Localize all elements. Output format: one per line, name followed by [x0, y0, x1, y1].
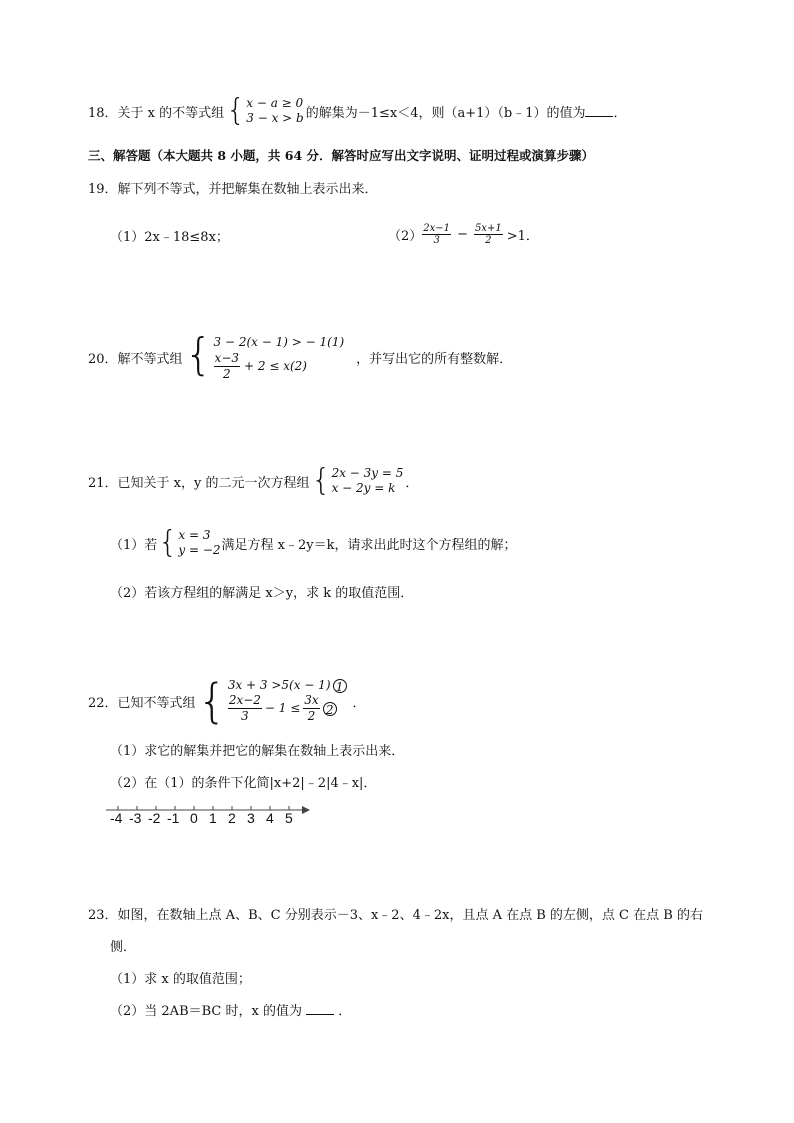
number-line-arrow: [302, 806, 310, 814]
q19-frac2-denominator: 2: [485, 234, 492, 246]
number-line-tick-label: 1: [209, 810, 217, 826]
q19-minus: −: [457, 226, 468, 242]
q21-part1-line1: x = 3: [178, 528, 211, 542]
number-line-tick-label: 0: [190, 810, 198, 826]
number-line-tick-label: -4: [110, 810, 123, 826]
q22-frac1-denominator: 3: [241, 709, 249, 723]
number-line-tick-label: 2: [228, 810, 236, 826]
q18-end: ．: [613, 105, 627, 121]
q18-number: 18．: [88, 105, 118, 121]
q23-part2-suffix: ．: [338, 1004, 352, 1019]
q21-prefix: 21．已知关于 x，y 的二元一次方程组: [88, 475, 310, 491]
q19-frac1-denominator: 3: [433, 234, 440, 246]
q20-frac-denominator: 2: [222, 366, 231, 381]
number-line: [104, 800, 314, 830]
q19-fraction-1: [422, 223, 451, 246]
q19-part2-label: （2）: [388, 228, 423, 244]
q22-part1: （1）求它的解集并把它的解集在数轴上表示出来．: [110, 744, 405, 759]
number-line-tick-label: 3: [247, 810, 255, 826]
q21-suffix: ．: [405, 475, 419, 491]
number-line-tick-label: -1: [167, 810, 180, 826]
q18-line1: x − a ≥ 0: [246, 96, 304, 110]
number-line-tick-label: -2: [148, 810, 161, 826]
q20-suffix: ，并写出它的所有整数解．: [356, 351, 513, 367]
q20-line1: 3 − 2(x − 1) > − 1(1): [213, 334, 345, 349]
q18-line2: 3 − x > b: [246, 111, 304, 125]
q22-system: { 3x + 3 >5(x − 1) 1 $\frac{2x-2}{3}$ − 1 ≤ $\frac{3x}{2}$ 2: [198, 678, 347, 724]
q22-line1-text: 3x + 3 >5(x − 1): [227, 678, 331, 692]
q19-fraction-2: [474, 223, 503, 246]
q23-line1: 23．如图，在数轴上点 A、B、C 分别表示－3、x﹣2、4﹣2x，且点 A 在点 B 的左侧，点 C 在点 B 的右: [88, 908, 703, 923]
q22-stem: [88, 676, 366, 726]
q19-frac1-numerator: 2x−1: [423, 222, 451, 234]
q19-part2-suffix: >1．: [506, 228, 539, 244]
q20-prefix: 20．解不等式组: [88, 351, 183, 367]
q18-suffix: 的解集为－1≤x＜4，则（a+1）（b﹣1）的值为: [305, 105, 586, 121]
q20-fraction: [214, 351, 240, 382]
q22-fraction-1: [228, 693, 262, 724]
q23-part2: [110, 1000, 351, 1019]
q23-part1: （1）求 x 的取值范围；: [110, 972, 251, 987]
q23-answer-blank[interactable]: [306, 1003, 334, 1015]
q22-fraction-2: [303, 693, 319, 724]
q22-circled-2: 2: [323, 702, 337, 716]
q19-part2: [388, 216, 539, 252]
q22-prefix: 22．已知不等式组: [88, 695, 196, 711]
number-line-tick-label: -3: [129, 810, 142, 826]
q21-part1-prefix: （1）若: [110, 537, 158, 553]
q18-answer-blank[interactable]: [585, 105, 613, 117]
q21-part1-line2: y = −2: [178, 543, 221, 557]
q19-part1: （1）2x﹣18≤8x；: [110, 230, 229, 245]
q19-stem: 19．解下列不等式，并把解集在数轴上表示出来．: [88, 182, 378, 197]
q22-line2: [228, 693, 347, 724]
q22-frac2-numerator: 3x: [304, 693, 319, 707]
number-line-tick-label: 5: [285, 810, 293, 826]
q21-line2: x − 2y = k: [331, 481, 396, 495]
q21-part1-suffix: 满足方程 x﹣2y＝k，请求出此时这个方程组的解；: [221, 537, 517, 553]
q20-system: { 3 − 2(x − 1) > − 1(1) $\frac{x-3}{2}$ + 2 ≤ x(2): [184, 328, 345, 381]
q20-stem: [88, 328, 513, 381]
q21-part1-system: { x = 3 y = −2: [158, 525, 221, 560]
q23-line2: 侧．: [110, 940, 137, 955]
q22-line2-mid: − 1 ≤: [264, 701, 301, 715]
q18-prefix: 关于 x 的不等式组: [117, 105, 225, 121]
q21-part1: [110, 525, 517, 560]
q21-line1: 2x − 3y = 5: [331, 466, 404, 480]
q22-circled-1: 1: [333, 679, 347, 693]
q20-line2-rest: + 2 ≤ x(2): [244, 358, 307, 373]
section-heading: 三、解答题（本大题共 8 小题，共 64 分．解答时应写出文字说明、证明过程或演算步骤）: [88, 148, 595, 163]
q21-system: { 2x − 3y = 5 x − 2y = k: [311, 463, 404, 498]
q18-stem: [88, 93, 627, 128]
q23-part2-prefix: （2）当 2AB＝BC 时，x 的值为: [110, 1004, 302, 1019]
q21-part2: （2）若该方程组的解满足 x＞y，求 k 的取值范围．: [110, 586, 414, 601]
q22-frac2-denominator: 2: [307, 709, 316, 723]
q22-suffix: ．: [352, 695, 366, 711]
q20-line2: [214, 351, 345, 382]
q19-frac2-numerator: 5x+1: [474, 222, 502, 234]
q22-part2: （2）在（1）的条件下化简|x+2|﹣2|4﹣x|．: [110, 776, 377, 791]
q22-frac1-numerator: 2x−2: [228, 693, 261, 707]
q22-line1: [228, 678, 347, 693]
number-line-tick-label: 4: [266, 810, 274, 826]
q18-system: { x − a ≥ 0 3 − x > b: [226, 93, 304, 128]
q20-frac-numerator: x−3: [214, 350, 240, 365]
q21-stem: [88, 463, 419, 498]
